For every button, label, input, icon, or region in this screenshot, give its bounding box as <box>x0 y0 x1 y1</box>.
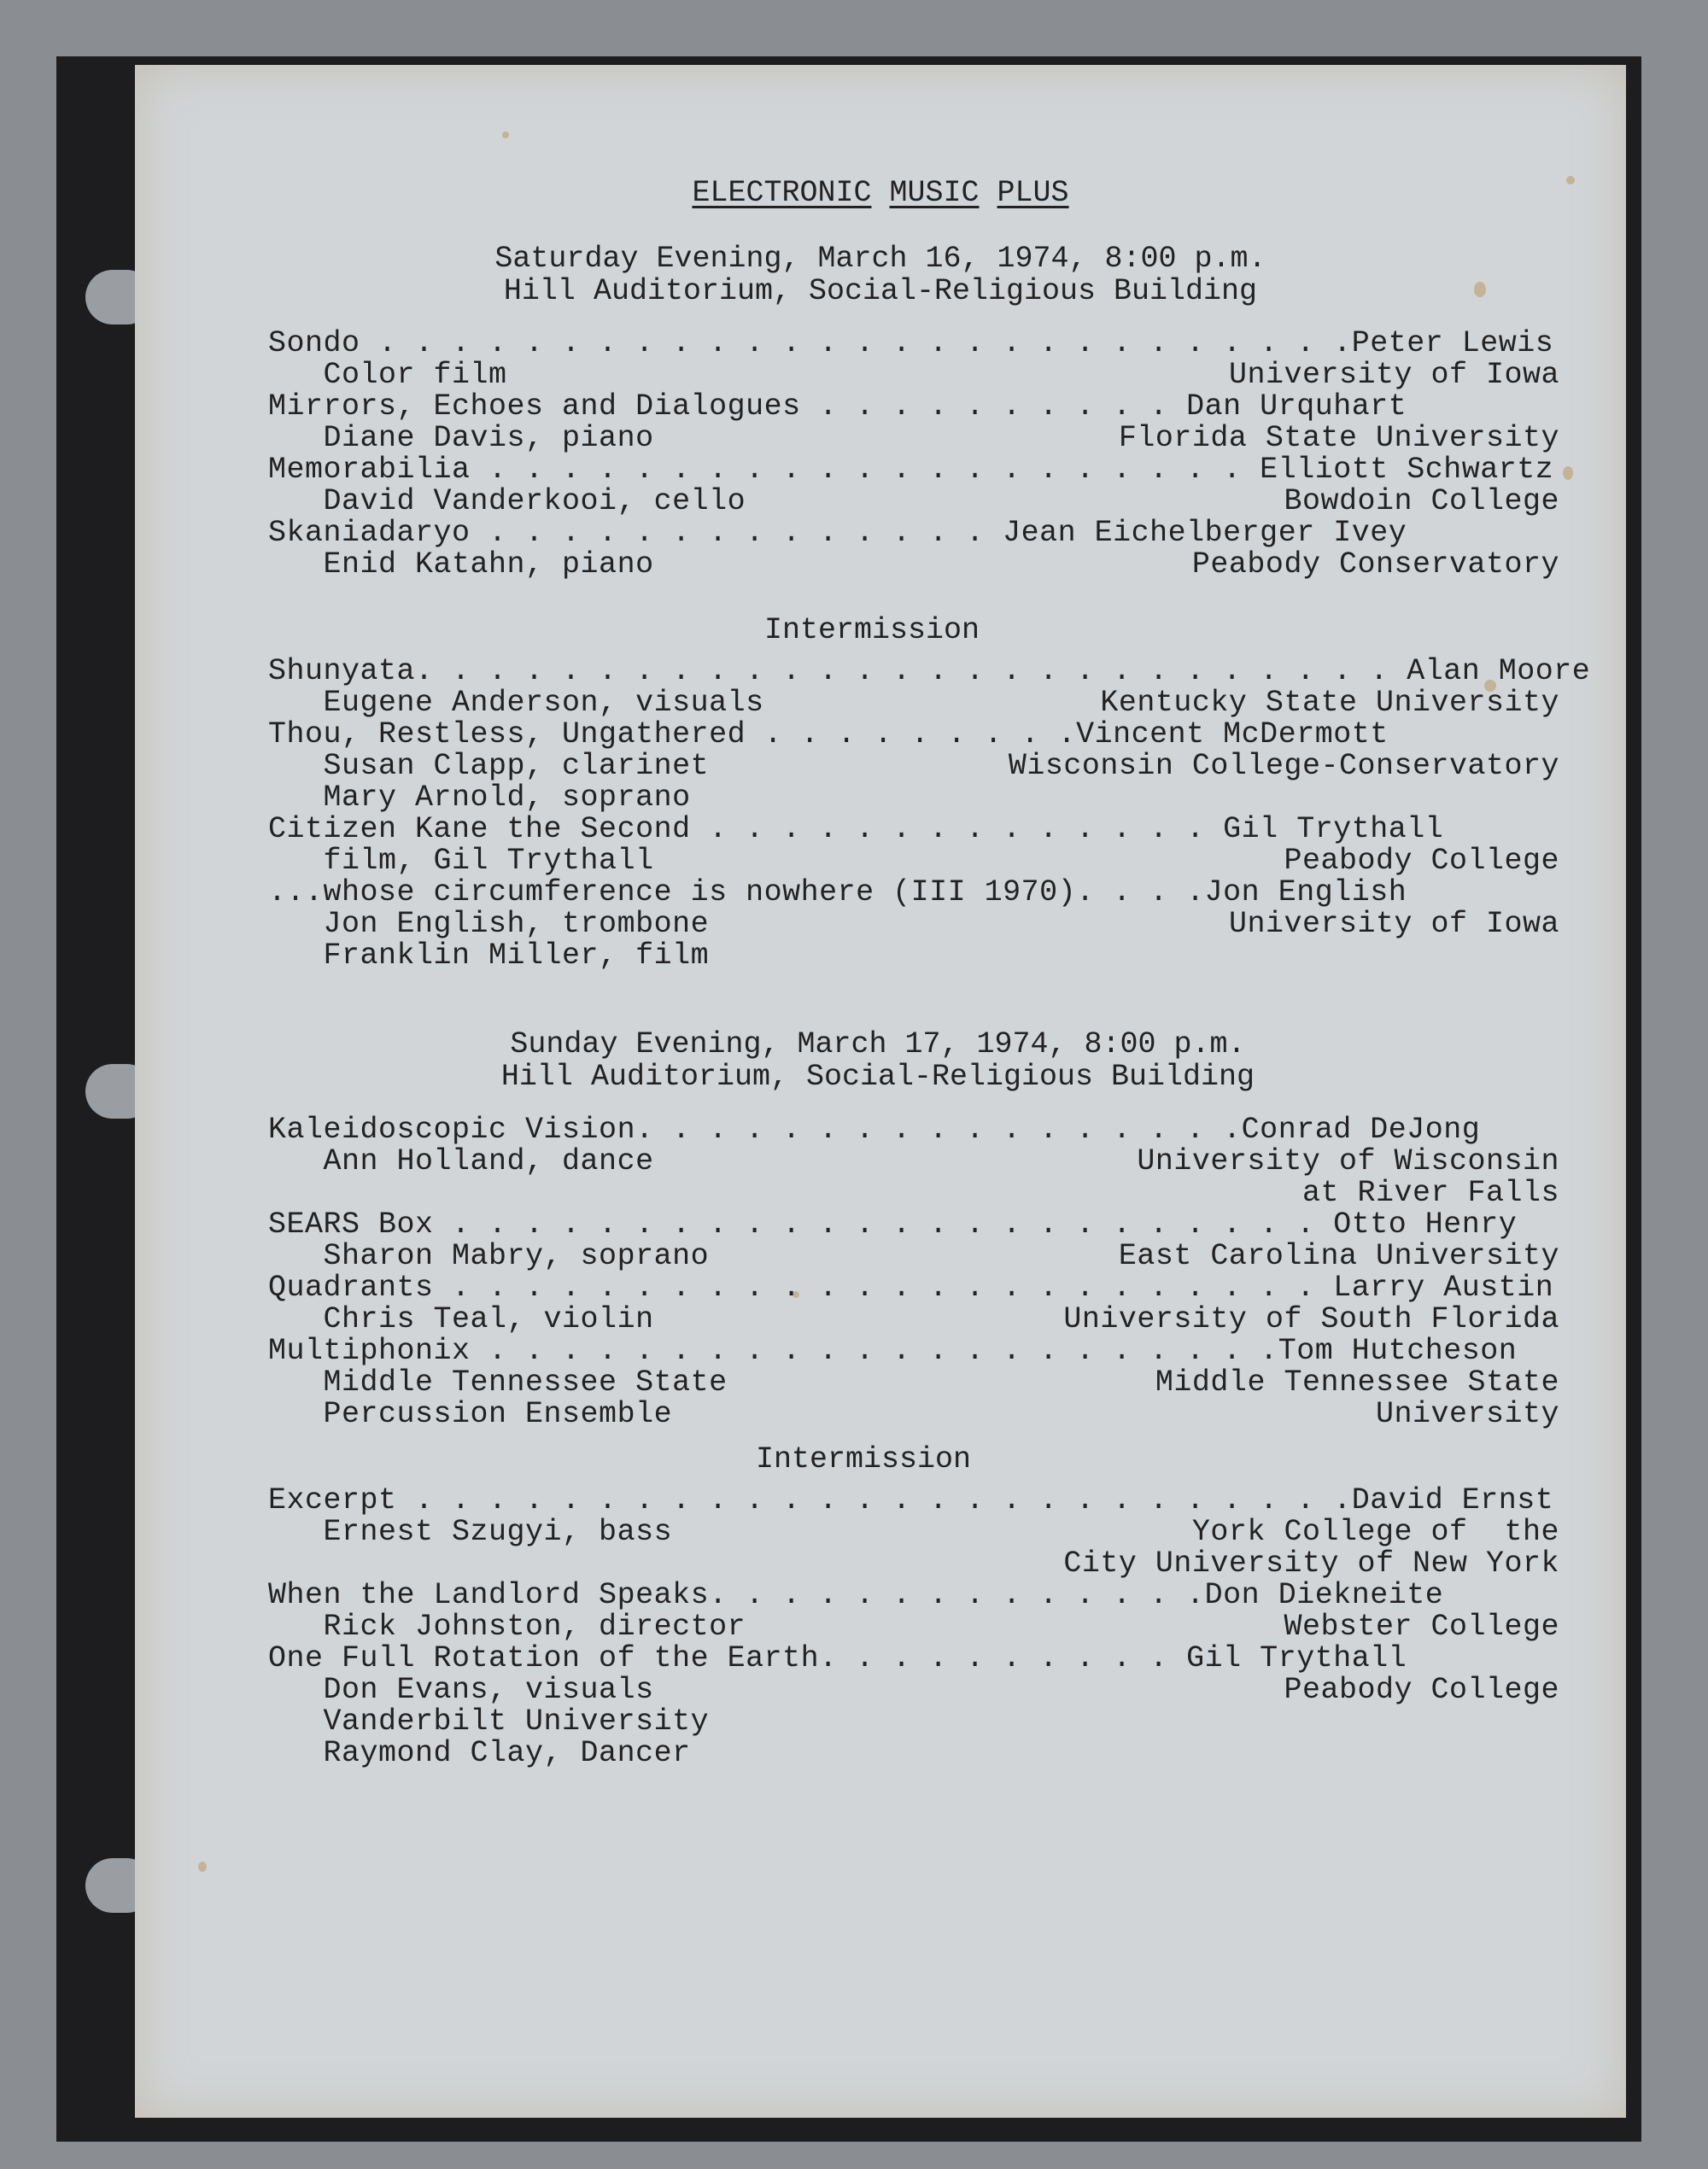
program-entry <box>135 1271 1626 1305</box>
entry-left-text: Thou, Restless, Ungathered . . . . . . . . .Vincent McDermott <box>268 717 1389 751</box>
entry-left-text: Diane Davis, piano <box>268 421 654 455</box>
entry-left-text: Memorabilia . . . . . . . . . . . . . . . . . . . . . Elliott Schwartz <box>268 453 1554 487</box>
entry-affiliation: University of Iowa <box>1228 907 1559 941</box>
program-title <box>135 176 1626 210</box>
entry-left-text: Raymond Clay, Dancer <box>268 1736 691 1770</box>
entry-affiliation: City University of New York <box>1063 1546 1559 1581</box>
title-word-1: ELECTRONIC <box>692 176 872 210</box>
concert-venue-heading: Hill Auditorium, Social-Religious Building <box>500 1060 1255 1094</box>
title-word-2: MUSIC <box>889 176 980 210</box>
program-entry <box>135 1302 1626 1336</box>
program-entry <box>135 547 1626 582</box>
program-entry <box>135 1673 1626 1707</box>
program-entry <box>135 1365 1626 1400</box>
program-entry <box>135 1546 1626 1581</box>
program-entry <box>135 1483 1626 1517</box>
program-entry <box>135 1397 1626 1431</box>
program-entry <box>135 1144 1626 1178</box>
concert-venue-heading: Hill Auditorium, Social-Religious Building <box>503 274 1258 308</box>
entry-affiliation: Peabody College <box>1284 844 1559 878</box>
program-entry <box>135 1113 1626 1147</box>
entry-left-text: SEARS Box . . . . . . . . . . . . . . . . . . . . . . . . Otto Henry <box>268 1207 1518 1242</box>
entry-left-text: Vanderbilt University <box>268 1704 710 1739</box>
program-entry <box>135 1334 1626 1368</box>
program-entry <box>135 516 1626 550</box>
entry-left-text: Middle Tennessee State <box>268 1365 728 1400</box>
entry-left-text: Percussion Ensemble <box>268 1397 673 1431</box>
program-sheet <box>135 65 1626 2118</box>
entry-affiliation: Florida State University <box>1118 421 1559 455</box>
entry-affiliation: University <box>1375 1397 1559 1431</box>
entry-affiliation: Bowdoin College <box>1284 484 1559 518</box>
entry-left-text: Franklin Miller, film <box>268 938 710 973</box>
program-entry <box>135 749 1626 783</box>
entry-left-text: Kaleidoscopic Vision. . . . . . . . . . . . . . . . .Conrad DeJong <box>268 1113 1481 1147</box>
entry-affiliation: at River Falls <box>1301 1176 1559 1210</box>
entry-affiliation: Peabody Conservatory <box>1191 547 1559 582</box>
entry-left-text: Ernest Szugyi, bass <box>268 1515 673 1549</box>
program-entry <box>135 1578 1626 1612</box>
entry-affiliation: Peabody College <box>1284 1673 1559 1707</box>
entry-affiliation: York College of the <box>1191 1515 1559 1549</box>
entry-left-text: Multiphonix . . . . . . . . . . . . . . . . . . . . . .Tom Hutcheson <box>268 1334 1518 1368</box>
program-entry <box>135 1736 1626 1770</box>
entry-left-text: Jon English, trombone <box>268 907 710 941</box>
concert-date-heading: Sunday Evening, March 17, 1974, 8:00 p.m. <box>510 1027 1246 1061</box>
program-entry <box>135 907 1626 941</box>
entry-left-text: Sondo . . . . . . . . . . . . . . . . . . . . . . . . . . .Peter Lewis <box>268 326 1554 360</box>
program-entry <box>135 686 1626 720</box>
entry-left-text: Sharon Mabry, soprano <box>268 1239 710 1273</box>
concert-date-heading: Saturday Evening, March 16, 1974, 8:00 p.m. <box>494 242 1266 276</box>
entry-left-text: Eugene Anderson, visuals <box>268 686 764 720</box>
entry-affiliation: Webster College <box>1284 1610 1559 1644</box>
program-entry <box>135 484 1626 518</box>
program-entry <box>135 389 1626 424</box>
program-entry <box>135 654 1626 688</box>
program-entry <box>135 812 1626 846</box>
entry-affiliation: Wisconsin College-Conservatory <box>1008 749 1559 783</box>
intermission-label: Intermission <box>755 1442 972 1476</box>
program-entry <box>135 1610 1626 1644</box>
entry-left-text: Mirrors, Echoes and Dialogues . . . . . . . . . . Dan Urquhart <box>268 389 1407 424</box>
entry-left-text: Chris Teal, violin <box>268 1302 654 1336</box>
entry-left-text: Citizen Kane the Second . . . . . . . . . . . . . . Gil Trythall <box>268 812 1444 846</box>
entry-left-text: Shunyata. . . . . . . . . . . . . . . . . . . . . . . . . . . Alan Moore <box>268 654 1591 688</box>
entry-left-text: Enid Katahn, piano <box>268 547 654 582</box>
program-entry <box>135 1207 1626 1242</box>
program-entry <box>135 717 1626 751</box>
entry-left-text: Color film <box>268 358 507 392</box>
entry-affiliation: University of Wisconsin <box>1137 1144 1559 1178</box>
intermission-label: Intermission <box>763 613 980 647</box>
entry-affiliation: Kentucky State University <box>1100 686 1559 720</box>
entry-left-text: Skaniadaryo . . . . . . . . . . . . . . Jean Eichelberger Ivey <box>268 516 1407 550</box>
program-entry <box>135 875 1626 909</box>
entry-affiliation: East Carolina University <box>1118 1239 1559 1273</box>
program-entry <box>135 358 1626 392</box>
program-entry <box>135 780 1626 815</box>
program-entry <box>135 938 1626 973</box>
entry-left-text: Rick Johnston, director <box>268 1610 746 1644</box>
entry-left-text: When the Landlord Speaks. . . . . . . . . . . . . .Don Diekneite <box>268 1578 1444 1612</box>
entry-left-text: ...whose circumference is nowhere (III 1970). . . .Jon English <box>268 875 1407 909</box>
entry-left-text: One Full Rotation of the Earth. . . . . . . . . . Gil Trythall <box>268 1641 1407 1675</box>
entry-left-text: film, Gil Trythall <box>268 844 654 878</box>
program-entry <box>135 1176 1626 1210</box>
program-entry <box>135 844 1626 878</box>
entry-left-text: Don Evans, visuals <box>268 1673 654 1707</box>
entry-affiliation: University of Iowa <box>1228 358 1559 392</box>
program-entry <box>135 1641 1626 1675</box>
entry-affiliation: Middle Tennessee State <box>1155 1365 1559 1400</box>
entry-left-text: Mary Arnold, soprano <box>268 780 691 815</box>
entry-left-text: Excerpt . . . . . . . . . . . . . . . . . . . . . . . . . .David Ernst <box>268 1483 1554 1517</box>
program-entry <box>135 326 1626 360</box>
program-entry <box>135 1704 1626 1739</box>
program-entry <box>135 1239 1626 1273</box>
entry-left-text: Quadrants . . . . . . . . . . . . . . . . . . . . . . . . Larry Austin <box>268 1271 1554 1305</box>
entry-left-text: David Vanderkooi, cello <box>268 484 746 518</box>
program-entry <box>135 453 1626 487</box>
program-entry <box>135 1515 1626 1549</box>
program-entry <box>135 421 1626 455</box>
entry-left-text: Ann Holland, dance <box>268 1144 654 1178</box>
title-word-3: PLUS <box>997 176 1069 210</box>
entry-left-text: Susan Clapp, clarinet <box>268 749 710 783</box>
entry-affiliation: University of South Florida <box>1063 1302 1559 1336</box>
